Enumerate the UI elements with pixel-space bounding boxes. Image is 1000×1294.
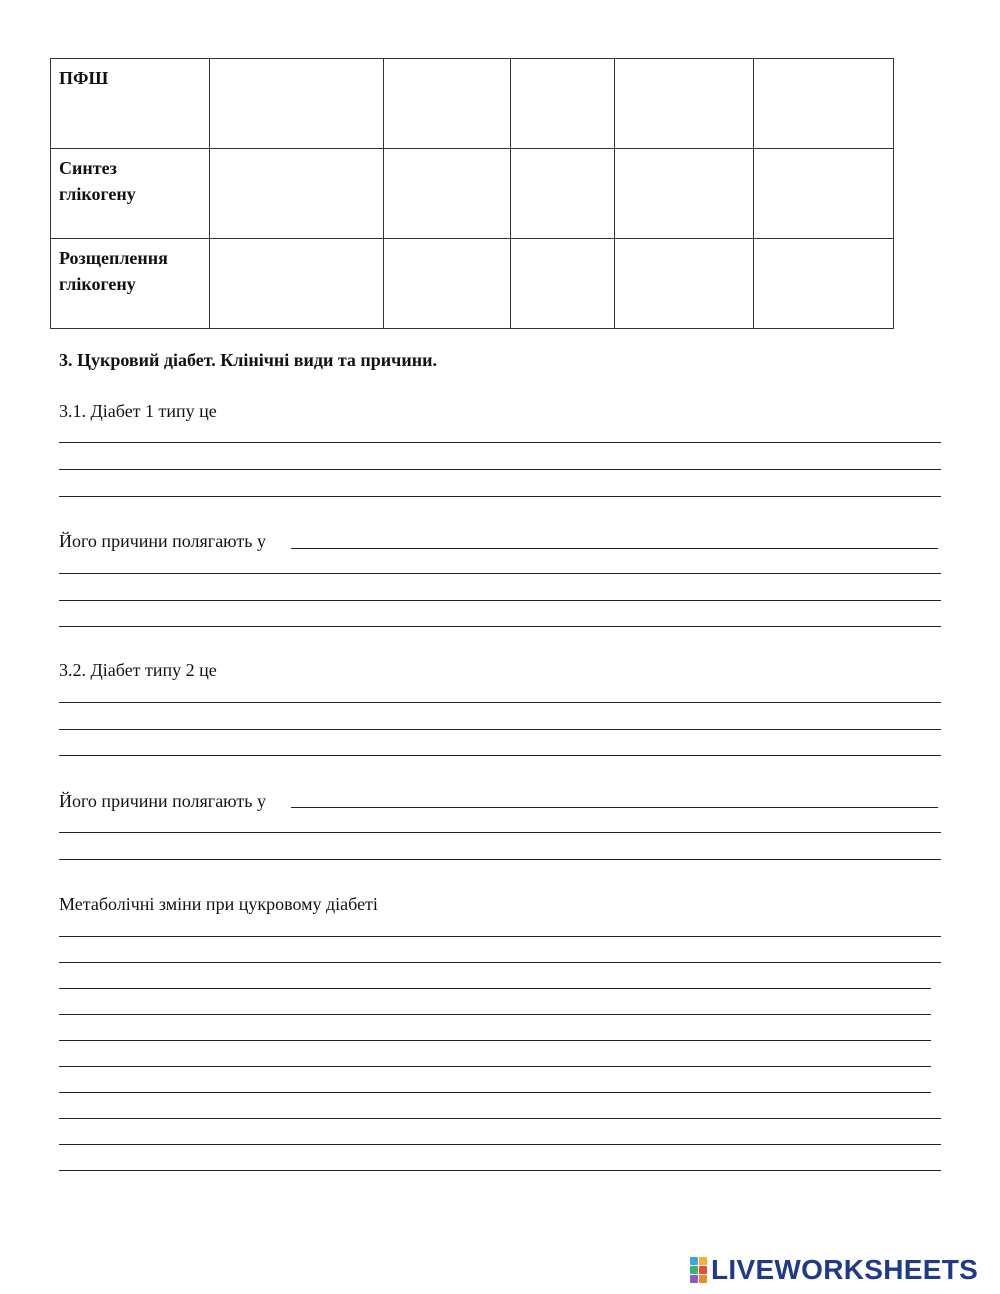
answer-line[interactable] xyxy=(59,1092,931,1093)
answer-line[interactable] xyxy=(59,1040,931,1041)
row-label-pfsh: ПФШ xyxy=(51,59,210,149)
answer-line[interactable] xyxy=(59,1170,941,1171)
answer-line[interactable] xyxy=(59,936,941,937)
answer-cell[interactable] xyxy=(754,239,894,329)
answer-line[interactable] xyxy=(59,1014,931,1015)
answer-line[interactable] xyxy=(59,755,941,756)
answer-line[interactable] xyxy=(59,962,941,963)
metabolic-changes-label: Метаболічні зміни при цукровому діабеті xyxy=(59,894,378,914)
answer-cell[interactable] xyxy=(384,149,511,239)
answer-cell[interactable] xyxy=(615,239,754,329)
table-row xyxy=(51,239,894,329)
answer-line[interactable] xyxy=(59,988,931,989)
answer-line[interactable] xyxy=(291,807,938,808)
table-row xyxy=(51,59,894,149)
liveworksheets-logo xyxy=(690,1254,978,1286)
answer-cell[interactable] xyxy=(210,59,384,149)
row-label-glycogen-breakdown: Розщеплення глікогену xyxy=(51,239,210,329)
answer-line[interactable] xyxy=(59,496,941,497)
answer-line[interactable] xyxy=(59,626,941,627)
row-label-glycogen-synthesis: Синтез глікогену xyxy=(51,149,210,239)
answer-cell[interactable] xyxy=(511,59,615,149)
answer-line[interactable] xyxy=(59,729,941,730)
answer-cell[interactable] xyxy=(754,59,894,149)
answer-line[interactable] xyxy=(59,1118,941,1119)
liveworksheets-logo-icon xyxy=(690,1257,707,1283)
table-row xyxy=(51,149,894,239)
answer-cell[interactable] xyxy=(615,149,754,239)
answer-line[interactable] xyxy=(59,1066,931,1067)
answer-cell[interactable] xyxy=(210,149,384,239)
answer-line[interactable] xyxy=(59,1144,941,1145)
question-type2: 3.2. Діабет типу 2 це xyxy=(59,660,217,680)
answer-cell[interactable] xyxy=(210,239,384,329)
answer-line[interactable] xyxy=(59,573,941,574)
answer-cell[interactable] xyxy=(511,149,615,239)
answer-cell[interactable] xyxy=(754,149,894,239)
answer-cell[interactable] xyxy=(615,59,754,149)
answer-cell[interactable] xyxy=(384,59,511,149)
answer-line[interactable] xyxy=(59,832,941,833)
answer-cell[interactable] xyxy=(511,239,615,329)
question-type1: 3.1. Діабет 1 типу це xyxy=(59,401,217,421)
answer-line[interactable] xyxy=(59,442,941,443)
answer-line[interactable] xyxy=(59,859,941,860)
answer-line[interactable] xyxy=(59,469,941,470)
causes-type2-label: Його причини полягають у xyxy=(59,791,266,811)
section-title: 3. Цукровий діабет. Клінічні види та причини. xyxy=(59,350,437,370)
answer-cell[interactable] xyxy=(384,239,511,329)
brand-text: LIVEWORKSHEETS xyxy=(711,1254,979,1285)
causes-type1-label: Його причини полягають у xyxy=(59,531,266,551)
answer-line[interactable] xyxy=(59,600,941,601)
glycogen-table xyxy=(50,58,894,329)
answer-line[interactable] xyxy=(59,702,941,703)
answer-line[interactable] xyxy=(291,548,938,549)
